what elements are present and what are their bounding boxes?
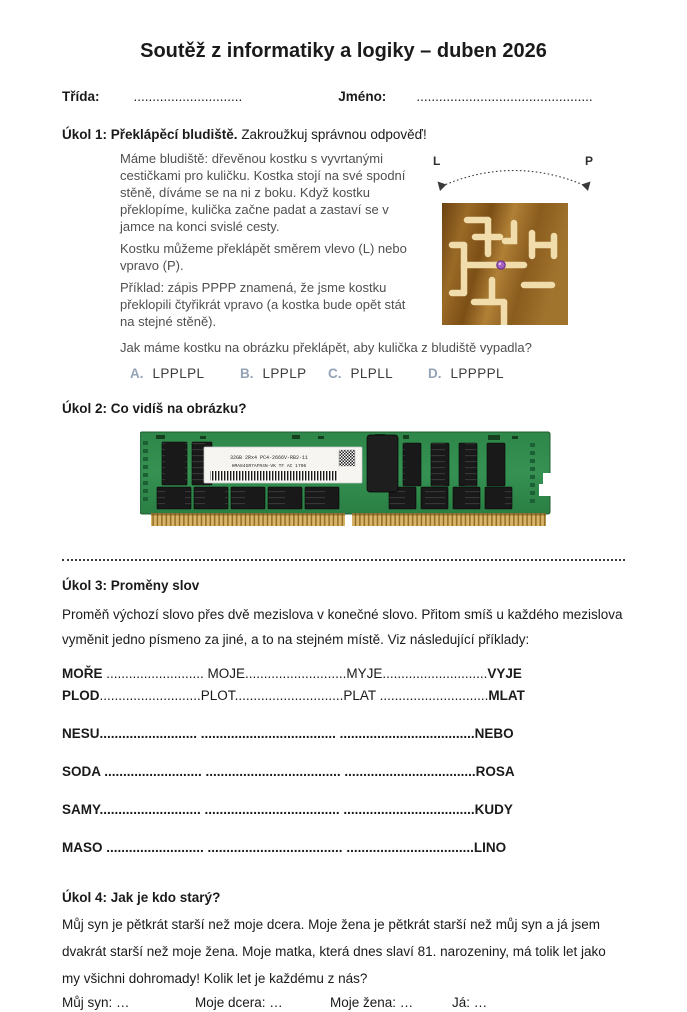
word-example-row xyxy=(62,686,625,706)
ukol4-answer-blanks xyxy=(62,994,625,1012)
dots-filler: .................................... xyxy=(339,726,475,741)
flip-arc-icon xyxy=(430,150,598,194)
ukol3-heading: Úkol 3: Proměny slov xyxy=(62,578,200,593)
flip-left-label: L xyxy=(433,154,441,168)
word-end: VYJE xyxy=(487,666,522,681)
maze-ball-highlight xyxy=(498,262,501,265)
blank-wife: Moje žena: … xyxy=(330,995,414,1010)
dots-filler: .......................... xyxy=(99,726,201,741)
flip-right-label: P xyxy=(585,154,594,168)
dots-filler: .................................... xyxy=(200,726,340,741)
maze-image xyxy=(442,203,568,325)
word-middle: PLAT xyxy=(343,688,376,703)
word-end: KUDY xyxy=(474,802,513,817)
task1-paragraph: Příklad: zápis PPPP znamená, že jsme kostku překlopili čtyřikrát vpravo (a kostka bude opět stát na stejné stěně). xyxy=(120,280,406,329)
dots-filler: ............................ xyxy=(382,666,488,681)
word-start: MOŘE xyxy=(62,666,103,681)
ram-label-line2: HMA84GR7AFR4N-VK TF AC 1706 xyxy=(231,464,307,469)
word-end: NEBO xyxy=(474,726,514,741)
option-c xyxy=(328,365,428,382)
ukol2-heading: Úkol 2: Co vidíš na obrázku? xyxy=(62,401,247,416)
option-letter: B. xyxy=(240,366,254,381)
word-middle: MYJE xyxy=(346,666,383,681)
task1-question: Jak máme kostku na obrázku překlápět, aby kulička z bludiště vypadla? xyxy=(120,340,532,355)
name-blank: ............................................... xyxy=(416,89,593,104)
dots-filler: .................................... xyxy=(205,764,345,779)
dots-filler: .......................... xyxy=(102,840,208,855)
task1-description xyxy=(120,150,422,335)
task1-paragraph: Máme bludiště: dřevěnou kostku s vyvrtanými cestičkami pro kuličku. Kostka stojí na své spodní stěně, díváme se na ni z boku. Když kostku překlopíme, kulička začne padat a zastaví se v jamce na konci svislé cesty. xyxy=(120,151,406,234)
flip-arc-curve xyxy=(442,171,586,187)
task1-options xyxy=(130,365,625,382)
maze-figure xyxy=(430,150,600,335)
ukol1-heading xyxy=(62,126,625,143)
name-label: Jméno: xyxy=(338,89,387,104)
ram-edge-notch xyxy=(539,484,552,496)
dots-filler: ................................... xyxy=(344,764,476,779)
dots-filler: ........................... xyxy=(99,688,201,703)
task1-section xyxy=(62,150,625,335)
ukol1-heading-rest: Zakroužkuj správnou odpověď! xyxy=(237,127,427,142)
word-exercise-rows xyxy=(62,724,625,858)
word-end: ROSA xyxy=(475,764,515,779)
dotted-separator xyxy=(62,559,625,561)
word-start: NESU xyxy=(62,726,100,741)
dots-filler: .................................... xyxy=(207,840,347,855)
dots-filler: ............................. xyxy=(375,688,489,703)
word-exercise-row xyxy=(62,724,625,744)
word-start: MASO xyxy=(62,840,103,855)
dots-filler: .................................. xyxy=(346,840,474,855)
option-value: LPPPPL xyxy=(450,366,504,381)
ram-module-image xyxy=(140,429,557,527)
arrow-right-icon xyxy=(582,182,591,192)
word-exercise-row xyxy=(62,838,625,858)
ram-edge-notch xyxy=(543,473,552,485)
option-letter: A. xyxy=(130,366,144,381)
word-middle: MOJE xyxy=(207,666,246,681)
dots-filler: ............................. xyxy=(234,688,344,703)
blank-daughter: Moje dcera: … xyxy=(195,995,283,1010)
option-letter: D. xyxy=(428,366,442,381)
ram-label-line1: 32GB 2Rx4 PC4-2666V-RB2-11 xyxy=(229,455,309,461)
option-value: LPPLP xyxy=(262,366,307,381)
word-start: PLOD xyxy=(62,688,100,703)
class-blank: ............................. xyxy=(133,89,243,104)
word-example-rows xyxy=(62,664,625,706)
option-d xyxy=(428,365,504,382)
ukol1-heading-bold: Úkol 1: Překlápěcí bludiště. xyxy=(62,127,238,142)
ukol4-text: Můj syn je pětkrát starší než moje dcera. Moje žena je pětkrát starší než můj syn a já jsem dvakrát starší než moje žena. Moje matka, která dnes slaví 81. narozeniny, má tolik let jako my všichni dohromady! Kolik let je každému z nás? xyxy=(62,917,606,986)
blank-son: Můj syn: … xyxy=(62,995,130,1010)
arrow-left-icon xyxy=(438,182,447,192)
word-end: LINO xyxy=(473,840,507,855)
ram-register-chip xyxy=(367,435,398,492)
option-b xyxy=(240,365,328,382)
word-end: MLAT xyxy=(488,688,525,703)
option-letter: C. xyxy=(328,366,342,381)
option-value: LPPLPL xyxy=(152,366,205,381)
ram-qr-icon xyxy=(339,450,355,466)
ram-label xyxy=(204,447,362,483)
ukol4-heading: Úkol 4: Jak je kdo starý? xyxy=(62,890,221,905)
maze-ball-icon xyxy=(497,261,505,269)
dots-filler: ................................... xyxy=(343,802,475,817)
blank-me: Já: … xyxy=(452,995,488,1010)
dots-filler: .......................... xyxy=(100,764,206,779)
word-example-row xyxy=(62,664,625,684)
ukol3-intro: Proměň výchozí slovo přes dvě mezislova v konečné slovo. Přitom smíš u každého mezislova vyměnit jedno písmeno za jiné, a to na stejném místě. Viz následující příklady: xyxy=(62,607,623,647)
dots-filler: .......................... xyxy=(102,666,208,681)
word-start: SODA xyxy=(62,764,101,779)
ram-barcode-icon xyxy=(210,471,338,481)
option-a xyxy=(130,365,240,382)
word-exercise-row xyxy=(62,762,625,782)
page-title: Soutěž z informatiky a logiky – duben 2026 xyxy=(140,40,547,62)
dots-filler: .................................... xyxy=(204,802,344,817)
option-value: PLPLL xyxy=(350,366,394,381)
word-middle: PLOT xyxy=(200,688,235,703)
word-exercise-row xyxy=(62,800,625,820)
ram-gold-pins xyxy=(151,513,546,526)
class-label: Třída: xyxy=(62,89,100,104)
word-start: SAMY xyxy=(62,802,100,817)
task1-paragraph: Kostku můžeme překlápět směrem vlevo (L) nebo vpravo (P). xyxy=(120,241,407,273)
header-form-row xyxy=(62,88,625,105)
dots-filler: ........................... xyxy=(245,666,347,681)
dots-filler: ........................... xyxy=(99,802,205,817)
